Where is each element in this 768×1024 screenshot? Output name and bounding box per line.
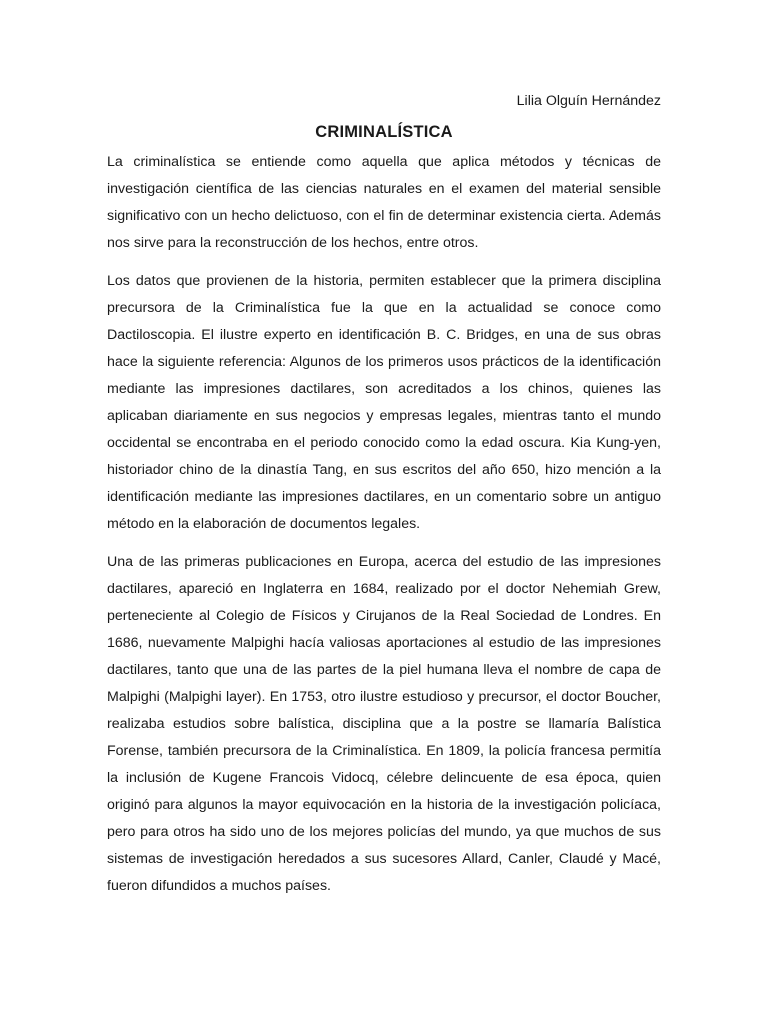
- document-title: CRIMINALÍSTICA: [315, 123, 453, 141]
- paragraph-history-dactiloscopia: Los datos que provienen de la historia, permiten establecer que la primera disciplina precursora de la Criminalística fue la que en la actualidad se conoce como Dactiloscopia. El ilustre experto en identificación B. C. Bridges, en una de sus obras hace la siguiente referencia: Algunos de los primeros usos prácticos de la identificación mediante las impresiones dactilares, son acreditados a los chinos, quienes las aplicaban diariamente en sus negocios y empresas legales, mientras tanto el mundo occidental se encontraba en el periodo conocido como la edad oscura. Kia Kung-yen, historiador chino de la dinastía Tang, en sus escritos del año 650, hizo mención a la identificación mediante las impresiones dactilares, en un comentario sobre un antiguo método en la elaboración de documentos legales.: [107, 273, 661, 532]
- paragraph-history-europe: Una de las primeras publicaciones en Europa, acerca del estudio de las impresiones dactilares, apareció en Inglaterra en 1684, realizado por el doctor Nehemiah Grew, perteneciente al Colegio de Físicos y Cirujanos de la Real Sociedad de Londres. En 1686, nuevamente Malpighi hacía valiosas aportaciones al estudio de las impresiones dactilares, tanto que una de las partes de la piel humana lleva el nombre de capa de Malpighi (Malpighi layer). En 1753, otro ilustre estudioso y precursor, el doctor Boucher, realizaba estudios sobre balística, disciplina que a la postre se llamaría Balística Forense, también precursora de la Criminalística. En 1809, la policía francesa permitía la inclusión de Kugene Francois Vidocq, célebre delincuente de esa época, quien originó para algunos la mayor equivocación en la historia de la investigación policíaca, pero para otros ha sido uno de los mejores policías del mundo, ya que muchos de sus sistemas de investigación heredados a sus sucesores Allard, Canler, Claudé y Macé, fueron difundidos a muchos países.: [107, 554, 661, 894]
- paragraph-definition: La criminalística se entiende como aquella que aplica métodos y técnicas de investigación científica de las ciencias naturales en el examen del material sensible significativo con un hecho delictuoso, con el fin de determinar existencia cierta. Además nos sirve para la reconstrucción de los hechos, entre otros.: [107, 154, 661, 251]
- author-name: Lilia Olguín Hernández: [516, 93, 661, 109]
- document-body: [107, 149, 661, 911]
